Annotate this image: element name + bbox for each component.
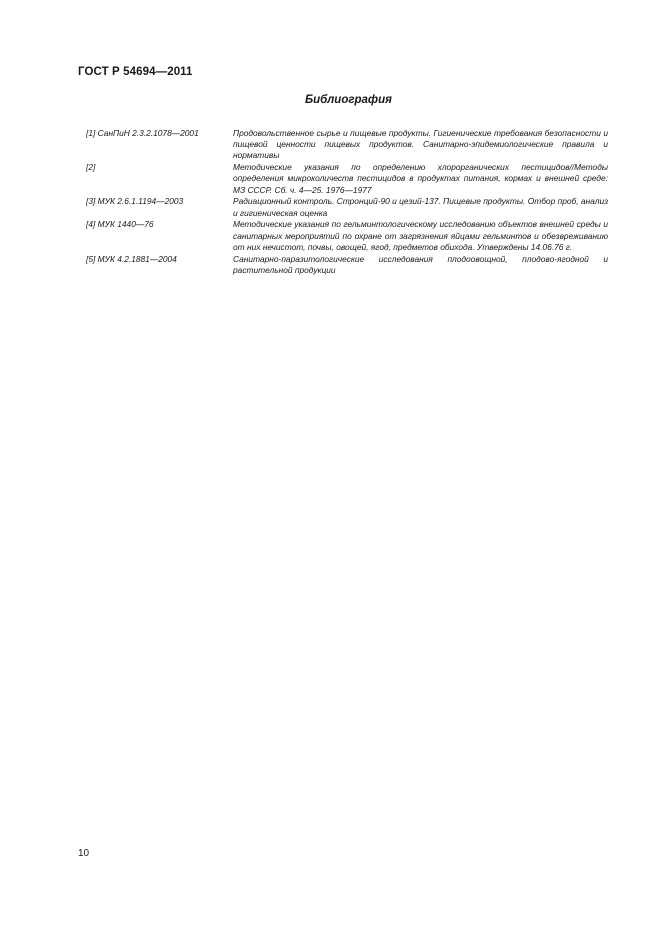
page-number: 10 xyxy=(78,848,90,859)
bibliography-entry xyxy=(86,219,608,253)
bibliography-entry xyxy=(86,196,608,218)
bibliography-reference: [5] МУК 4.2.1881—2004 xyxy=(86,253,177,264)
bibliography-entry xyxy=(86,128,608,162)
bibliography-text: Продовольственное сырье и пищевые продукты. Гигиенические требования безопасности и пищевой ценности пищевых продуктов. Санитарно-эпидемиологические правила и нормативы xyxy=(233,128,608,161)
document-header: ГОСТ Р 54694—2011 xyxy=(78,66,193,78)
bibliography-entry xyxy=(86,254,608,276)
bibliography-text: Методические указания по определению хлорорганических пестицидов//Методы определения микроколичеств пестицидов в продуктах питания, кормах и внешней среде: МЗ СССР. Сб. ч. 4—25. 1976—1977 xyxy=(233,162,608,195)
bibliography-entry xyxy=(86,162,608,196)
bibliography-reference: [3] МУК 2.6.1.1194—2003 xyxy=(86,196,184,207)
bibliography-reference: [2] xyxy=(86,162,96,173)
bibliography-reference: [1] СанПиН 2.3.2.1078—2001 xyxy=(86,128,199,138)
bibliography-text: Санитарно-паразитологические исследования плодоовощной, плодово-ягодной и растительной продукции xyxy=(233,253,608,275)
bibliography-text: Радиационный контроль. Стронций-90 и цезий-137. Пищевые продукты. Отбор проб, анализ и гигиеническая оценка xyxy=(233,196,608,218)
bibliography-title: Библиография xyxy=(305,94,392,106)
bibliography-list xyxy=(86,128,608,277)
bibliography-text: Методические указания по гельминтологическому исследованию объектов внешней среды и санитарных мероприятий по охране от загрязнения яйцами гельминтов и обезвреживанию от них нечистот, почвы, овощей, ягод, предметов обихода. Утверждены 14.06.76 г. xyxy=(233,219,608,252)
bibliography-reference: [4] МУК 1440—76 xyxy=(86,219,154,230)
